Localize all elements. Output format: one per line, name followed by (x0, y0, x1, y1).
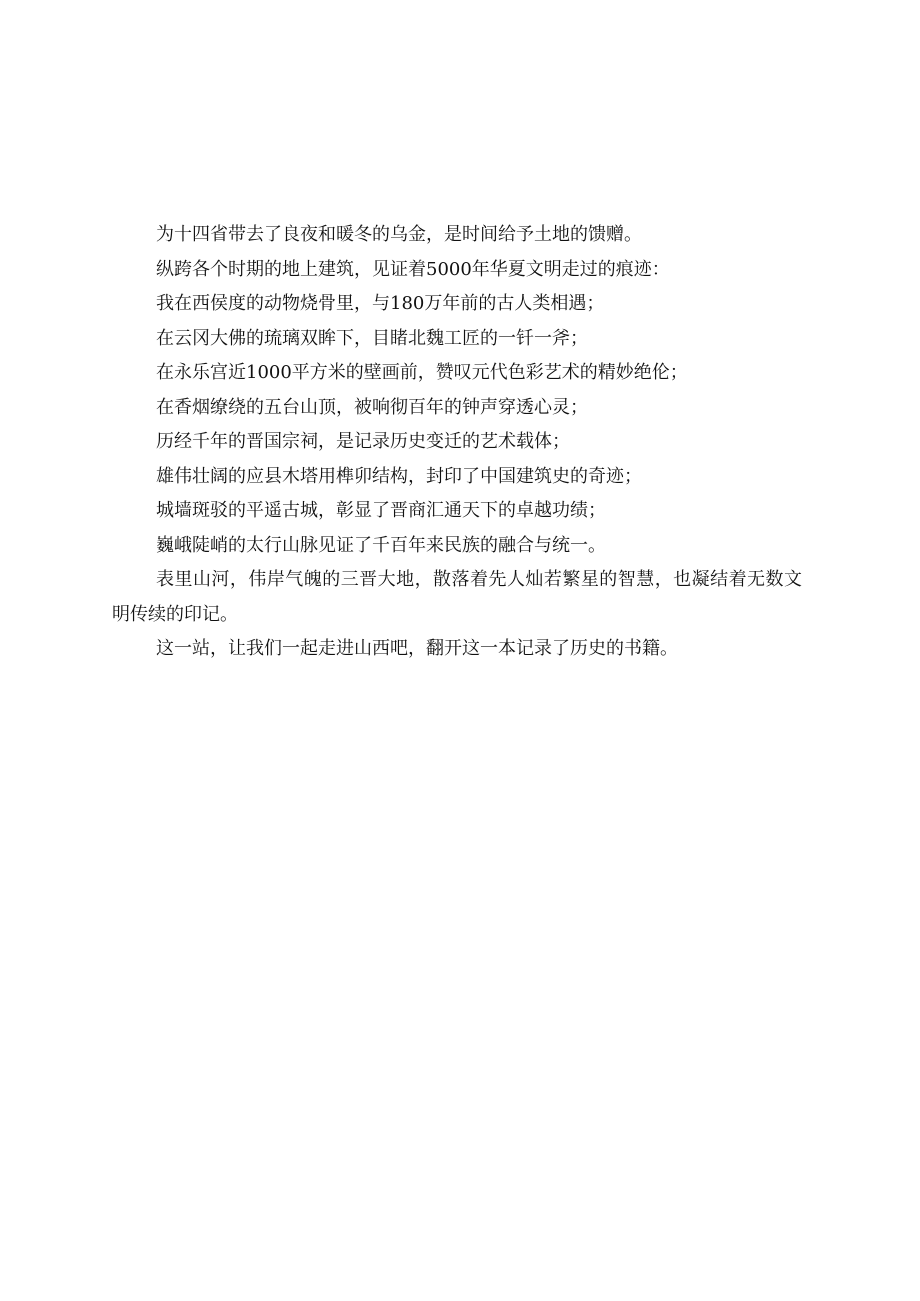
paragraph: 为十四省带去了良夜和暖冬的乌金，是时间给予土地的馈赠。 (156, 224, 642, 245)
paragraph: 在香烟缭绕的五台山顶，被响彻百年的钟声穿透心灵； (156, 396, 588, 418)
paragraph: 这一站，让我们一起走进山西吧，翻开这一本记录了历史的书籍。 (156, 638, 678, 659)
paragraph: 我在西侯度的动物烧骨里，与180万年前的古人类相遇； (156, 293, 605, 314)
paragraph: 城墙斑驳的平遥古城，彰显了晋商汇通天下的卓越功绩； (156, 500, 606, 521)
paragraph: 在云冈大佛的琉璃双眸下，目睹北魏工匠的一钎一斧； (156, 327, 588, 349)
paragraph: 雄伟壮阔的应县木塔用榫卯结构，封印了中国建筑史的奇迹； (156, 465, 642, 487)
body-text (112, 218, 802, 667)
paragraph: 表里山河，伟岸气魄的三晋大地，散落着先人灿若繁星的智慧，也凝结着无数文明传续的印记。 (112, 569, 802, 625)
paragraph: 巍峨陡峭的太行山脉见证了千百年来民族的融合与统一。 (156, 534, 606, 556)
paragraph: 在永乐宫近1000平方米的壁画前，赞叹元代色彩艺术的精妙绝伦； (156, 362, 688, 383)
paragraph: 纵跨各个时期的地上建筑，见证着5000年华夏文明走过的痕迹： (156, 258, 670, 280)
paragraph: 历经千年的晋国宗祠，是记录历史变迁的艺术载体； (156, 431, 570, 452)
